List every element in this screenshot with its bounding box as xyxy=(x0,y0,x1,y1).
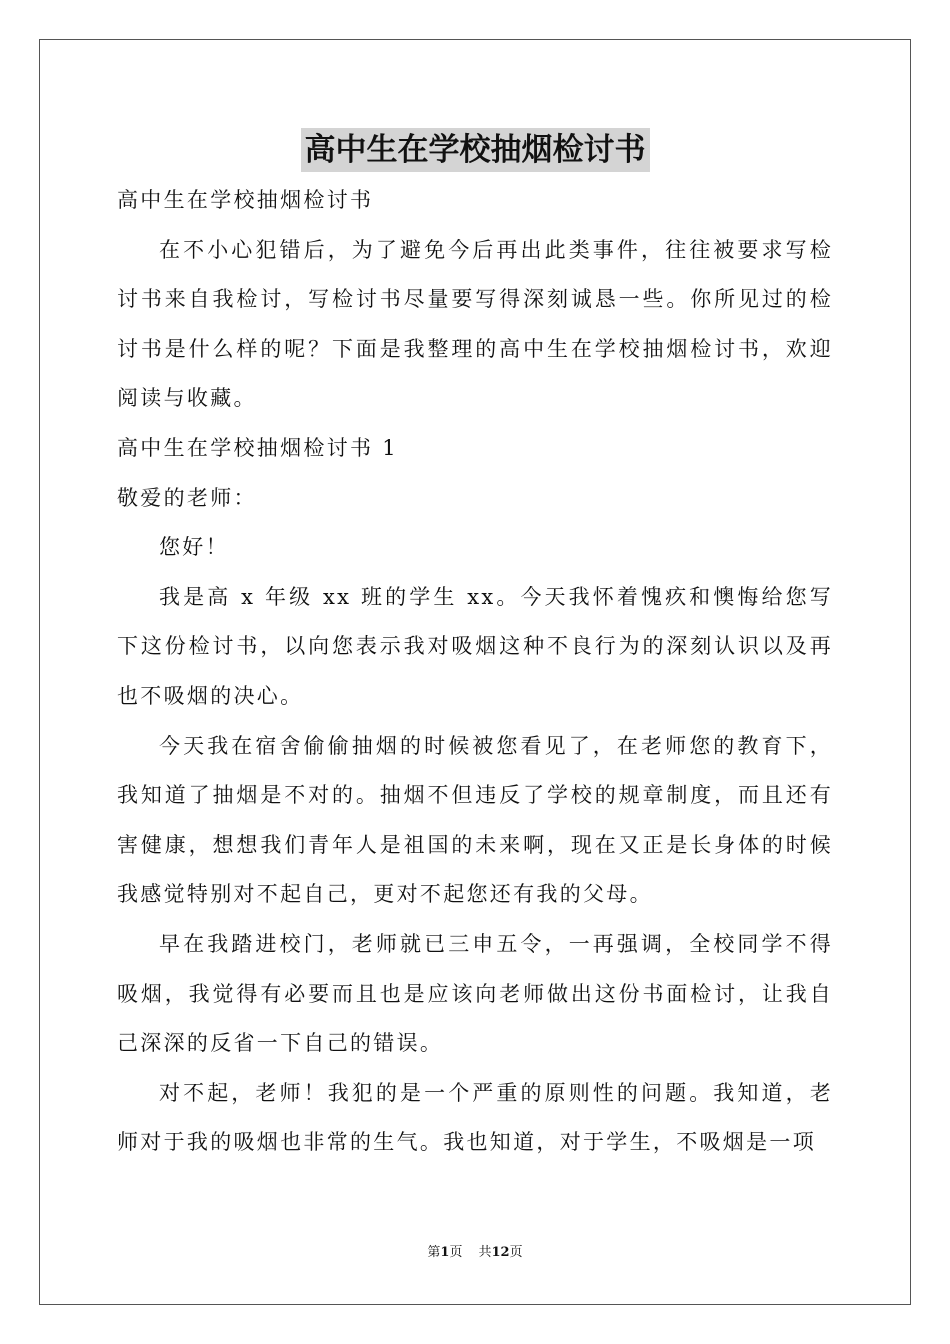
paragraph: 对不起，老师！我犯的是一个严重的原则性的问题。我知道，老师对于我的吸烟也非常的生气。我也知道，对于学生，不吸烟是一项 xyxy=(117,1080,833,1155)
paragraph: 今天我在宿舍偷偷抽烟的时候被您看见了，在老师您的教育下，我知道了抽烟是不对的。抽烟不但违反了学校的规章制度，而且还有害健康，想想我们青年人是祖国的未来啊，现在又正是长身体的时候我感觉特别对不起自己，更对不起您还有我的父母。 xyxy=(117,733,833,907)
page-prefix: 第 xyxy=(427,1245,441,1260)
paragraph: 我是高 x 年级 xx 班的学生 xx。今天我怀着愧疚和懊悔给您写下这份检讨书，以向您表示我对吸烟这种不良行为的深刻认识以及再也不吸烟的决心。 xyxy=(117,584,833,708)
document-body xyxy=(117,176,833,1168)
page-footer xyxy=(0,1243,950,1263)
total-suffix: 页 xyxy=(509,1245,523,1260)
paragraph: 高中生在学校抽烟检讨书 xyxy=(117,188,374,212)
page-number: 1 xyxy=(440,1245,450,1260)
total-prefix: 共 xyxy=(478,1245,492,1260)
title-container xyxy=(0,128,950,172)
page-suffix: 页 xyxy=(449,1245,463,1260)
paragraph: 敬爱的老师： xyxy=(117,485,257,510)
total-pages: 12 xyxy=(491,1245,510,1260)
paragraph: 您好！ xyxy=(159,535,229,560)
paragraph: 高中生在学校抽烟检讨书 1 xyxy=(117,435,398,460)
paragraph: 早在我踏进校门，老师就已三申五令，一再强调，全校同学不得吸烟，我觉得有必要而且也是应该向老师做出这份书面检讨，让我自己深深的反省一下自己的错误。 xyxy=(117,931,833,1056)
document-title: 高中生在学校抽烟检讨书 xyxy=(301,128,650,172)
paragraph: 在不小心犯错后，为了避免今后再出此类事件，往往被要求写检讨书来自我检讨，写检讨书尽量要写得深刻诚恳一些。你所见过的检讨书是什么样的呢？下面是我整理的高中生在学校抽烟检讨书，欢迎阅读与收藏。 xyxy=(117,237,833,411)
